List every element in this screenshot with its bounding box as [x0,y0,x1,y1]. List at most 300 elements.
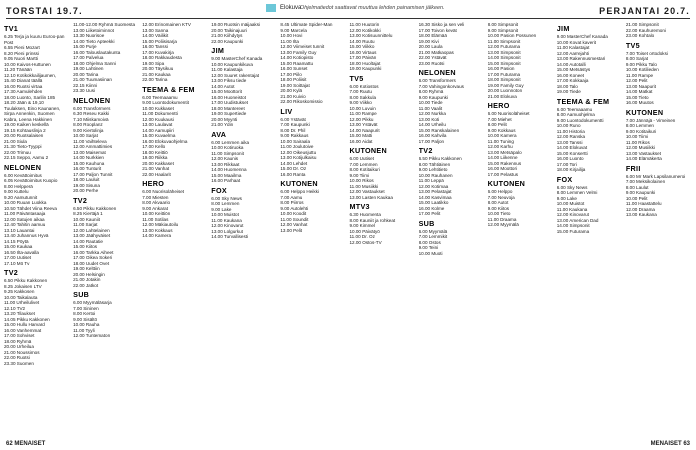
program-entry: 14.00 Turvallisesti [211,234,249,239]
program-entry: 19.00 Lahtinen [73,66,104,71]
program-entry: 22.00 Tarina [142,77,168,82]
program-entry: 13.00 Koti [418,116,440,122]
program-entry: 14.00 Nurkkien [73,155,104,160]
channel-heading: NELONEN [418,68,456,77]
program-entry: 13.00 Jäähyväiset [73,233,111,238]
program-entry: 11.00 Päiväntasaaja [4,211,46,216]
program-entry: 11.00 Dokumentti [142,111,178,116]
program-entry: 17.00 Sohviset [4,333,35,338]
listing-column [626,22,692,432]
program-entry: 8.00 Ostos [418,239,441,245]
program-entry: 11.00 Rikos [625,139,650,145]
program-entry: 9.00 Ankarat [142,205,168,211]
program-entry: 6.50 Pikku Kakkonen [4,278,48,283]
program-entry: 7.00 Jännäjä - Vimeinen [625,117,676,123]
program-entry: 8.00 Aamuohjelma [556,112,595,117]
program-entry: 20.00 Täysikuu [142,66,174,71]
program-entry: 11.00 Kalastaja [211,67,243,72]
movie-tag [266,4,301,12]
channel-heading: SUB [73,290,90,299]
program-entry: 6.05 Kevättoimitus Kuopio [4,178,58,183]
program-entry: 8.00 Piirros [280,200,304,205]
program-entry: 20.00 Tarina [73,71,99,77]
program-entry: 13.00 Maisemat [73,149,106,155]
program-entry: 20.00 Helsingin [73,271,105,277]
listing-column [488,22,554,432]
program-entry: 22.00 Trimuu [4,149,31,155]
program-entry: 12.00 Ammattimies [73,144,113,149]
program-entry: 22.00 Jatkot [73,282,99,288]
program-entry: 10.00 Sarjat [73,133,98,138]
program-entry: 14.00 Elokuvat [556,145,588,150]
program-entry: 22.00 Ruotsi [4,355,30,360]
program-entry: 6.00 Lemmen aika [211,139,250,145]
channel-heading: NELONEN [73,95,111,105]
program-entry: 15.00 Maailma [211,172,242,178]
program-entry: 18.00 Poliisit [280,77,307,82]
program-entry: 8.00 Kotitaikuri [349,167,380,172]
program-entry: 19.00 Soittajat [280,82,310,88]
program-entry: 11.00 Urheilulivet [4,300,40,305]
program-entry: 9.00 Luontodokumentit [142,100,189,105]
program-entry: 19.00 Tiede [556,89,581,94]
program-entry: 9.00 Kimmel [349,223,375,228]
program-entry: 10.00 Tiimi [625,134,649,139]
program-entry: 21.00 Jotakin [73,277,101,282]
program-entry: 6.00 Myymäläsarja [73,300,112,305]
program-entry: 21.00 Kaukaa [142,71,171,77]
program-entry: 11.20 Tänään [4,67,32,72]
program-entry: 14.00 Kasvimaa [418,194,452,200]
program-entry: 12.00 Myymälä [487,222,519,227]
program-entry: 23.30 Suomen [4,360,34,366]
program-entry: 13.00 Pelit [280,227,303,233]
program-entry: 11.00 Ilta [280,38,299,44]
program-entry: 16.30 Sisko ja sen veli [418,22,465,27]
program-entry: 10.00 Hovi [280,33,303,38]
program-entry: 17.00 Kello [142,144,166,149]
program-entry: 9.00 MasterChef Kanada [556,34,608,39]
program-entry: 13.00 Simpsonit [487,49,521,55]
program-entry: 19.00 Kelttiin [73,266,100,271]
program-entry: 17.00 Futurama [487,71,521,77]
program-entry: 16.00 Talouslautakunta [73,49,121,55]
program-entry: 10.00 Muistot [211,212,239,217]
program-entry: 14.00 Rautatie [73,238,103,244]
program-entry: 6.00 Ystävät [280,116,306,122]
channel-heading: KUTONEN [625,107,664,117]
program-entry: 11.00 Rampe [349,111,377,116]
program-entry: 17.30 Aamulehden [4,89,43,94]
program-entry: 19.00 Sisuna [73,182,100,188]
program-entry: 10.00 Muistot [556,201,585,206]
program-entry: 12.00 Musiikki [625,145,655,150]
channel-heading: TV1 [4,24,19,33]
program-entry: 14.00 Simpsonit [556,223,590,228]
program-entry: 7.00 Sininen [73,305,99,311]
program-entry: 8.25 Kiertäjä 1 [73,211,103,216]
program-entry: 15.00 Futurama [556,228,590,234]
program-entry: 15.00 Metsästys [556,67,591,72]
program-entry: 15.00 Ranskalainen [418,127,460,133]
channel-heading: TV2 [73,195,88,205]
channel-heading: JIM [211,46,225,55]
program-entry: 11.00 Kalastajat [556,45,590,50]
program-entry: 7.00 Lemmikit [418,234,448,239]
program-entry: 12.10 TV2 [4,305,26,311]
channel-heading: HERO [142,179,165,188]
program-entry: 10.00 Luvuin [349,105,376,111]
program-entry: 19.00 Riikka [142,155,168,160]
program-entry: 14.00 Lehdet [280,160,308,166]
program-entry: 11.00 Draama [487,216,517,222]
program-entry: 12.40 Tahitin aamuu [4,222,46,227]
program-entry: 15.00 Simpsonit [487,60,521,66]
program-entry: 15.00 Kaukaa [4,244,33,249]
program-entry: 12.00 Kotimaa [418,183,449,189]
program-entry: 12.00 Kinovarut [556,212,589,217]
program-entry: 21.00 Elokuva [487,93,517,99]
program-entry: 10.00 Kotilieden [625,67,659,72]
header-divider [6,18,690,19]
program-entry: 16.00 Tunturit [73,166,102,171]
program-entry: 8.00 Sarjat [625,56,649,61]
program-entry: 10.00 Tiede [418,100,443,105]
program-entry: 13.00 Naapurit [625,83,656,89]
program-entry: 18.00 Talo [556,83,578,89]
channel-heading: KUTONEN [487,179,526,188]
program-entry: 12.00 Pikku [349,116,374,122]
program-entry: 12.00 Futurama [487,44,521,49]
program-entry: 20.00 Taikinajuuri [211,27,247,33]
program-entry: 7.00 Neuvoja [487,194,515,200]
program-entry: 13.00 Kaukana [625,212,657,217]
program-entry: 20.00 Myynti [211,116,238,122]
program-entry: 13.00 Liiketoiminnot [73,27,114,33]
program-entry: 15.00 Kuvaelma [142,133,176,138]
program-entry: 7.00 Ruutu [349,89,372,94]
program-entry: 11.00 Leppä [418,178,444,183]
program-entry: 6.00 Helppo Heikki [280,189,319,194]
program-entry: 11.00 Historia [556,128,585,134]
program-entry: 10.00 Kovat kaverit [556,39,597,45]
program-entry: 9.00 Teini [418,245,439,250]
program-entry: 10.00 Koodit [280,211,307,216]
program-entry: 10.50 Tähdet Viina Reeva [4,205,57,211]
program-entry: 15.00 Moottorit [211,89,242,94]
program-entry: 9.20 Aamutunnit [4,194,38,200]
program-entry: 10.00 Kamera [487,133,517,138]
program-entry: 19.00 Kivi [418,38,439,44]
program-entry: 13.30 Nuorisoe [73,33,105,38]
program-entry: 14.05 Pikku Kakkonen [4,316,50,322]
program-entry: 13.20 Tilaukset [4,311,35,316]
program-entry: 8.00 Lemmen [211,201,240,206]
program-entry: 13.40 Juhannus Hyvä [4,233,49,238]
program-entry: 14.00 Autotalli [556,61,586,67]
program-entry: 16.00 Moottori [487,166,518,171]
program-entry: 18.00 Elämää [418,33,447,38]
program-entry: 12.00 Vastaukset [349,189,385,194]
program-entry: 12.00 Suuret rakentajat [211,72,260,78]
program-entry: 10.00 Pasion Possunen [487,33,537,38]
channel-heading: LIV [280,106,293,116]
program-entry: 8.00 Dr. Phil [280,127,306,133]
program-entry: 10.00 Taikalauta [4,294,38,300]
program-entry: 15.00 Dr. Oz [280,166,307,171]
listing-column [419,22,485,432]
program-entry: 11.00 Sotilas [142,216,169,222]
program-entry: 14.00 Elämäkerta [625,156,662,161]
channel-heading: SUB [418,218,435,228]
program-entry: 15.00 Tieto [625,94,649,100]
listing-column [142,22,208,432]
program-entry: 12.00 Erinomainen KTV [142,22,191,27]
program-entry: 17.10 Mö Tv [4,260,30,266]
program-entry: 20.00 Ruotsalaisen [4,133,44,138]
program-entry: 16.00 Ranta [280,171,306,177]
program-entry: 15.00 Matti [349,133,373,138]
channel-heading: FOX [556,174,573,184]
footer-bar [0,436,696,450]
program-entry: 10.00 Rauhanen [418,172,453,178]
program-entry: 6.50 Pikku Kakkonen [418,156,462,161]
program-entry: 12.00 Nurkka [418,111,446,116]
program-entry: 13.00 American Dad [556,217,599,223]
program-entry: 17.00 Oikea Sokeri [73,255,113,260]
program-entry: 9.00 Marcela [280,27,307,33]
program-entry: 19.00 Kaiken keskellä [4,122,49,127]
disclaimer: Ohjelmatiedot saattavat muuttua lehden painamisen jälkeen. [300,5,445,11]
channel-heading: NELONEN [4,162,42,172]
program-entry: 9.00 Sisältö [73,316,98,322]
program-entry: 14.00 Simpsonit [487,55,521,60]
program-entry: Kabra, Leena Hakkinen [4,116,53,122]
program-entry: 17.00 Kuvakirja [142,49,174,55]
program-entry: 12.00 Kaunis [211,156,239,161]
program-entry: 11.00 Kaukana [556,206,588,212]
program-entry: 16.00 Parhaat [211,178,241,183]
program-entry: 10.00 Runo [556,123,581,128]
program-entry: 14.00 Matkat [625,89,653,94]
channel-heading: KUTONEN [349,146,387,155]
program-entry: 11.00 Vaihteleva [73,138,107,144]
program-entry: 14.00 Naapurit [349,127,380,133]
program-entry: 14.00 Kamera [142,233,172,238]
program-entry: 11.00 Musiikki [349,183,379,189]
program-entry: 19.00 Supertiede [211,111,247,116]
program-entry: 11.00 Haastattelu [625,201,662,206]
listing-column [211,22,277,432]
program-entry: 17.00 Tori [556,161,577,167]
program-entry: 8.00 Lemmen Velmi [556,190,598,195]
movie-tag-label: Elokuva [280,5,302,11]
program-entry: 12.00 Mäkiautoilu [142,222,179,227]
program-entry: 16.50 Ilta-aavalla [4,249,39,255]
program-entry: 6.00 Nuorisoläheiset [142,189,185,194]
program-entry: 23.30 Uusi [73,88,96,93]
program-entry: 13.00 Metsäpalo [487,149,522,155]
program-entry: 22.15 Kiinni [73,82,98,88]
program-entry: 8.00 Autot [487,200,509,205]
header-bar [0,0,696,22]
program-entry: 18.00 Huoltajat [349,60,381,66]
program-entry: 12.00 Draama [625,206,655,212]
program-entry: 11.00 Joulutoive [280,144,314,149]
program-entry: 13.00 Lasten Kaukaa [349,194,393,200]
program-entry: 9.00 MasterChef Kanada [211,56,263,61]
channel-heading: AVA [211,129,227,139]
program-entry: 8.00 Rooplanz [73,122,103,127]
program-entry: 13.00 Lolgurkut [211,228,243,234]
program-entry: 13.00 Ystävät [349,122,378,127]
program-entry: 10.00 Rikos [349,178,374,183]
listing-column [73,22,139,432]
program-entry: 18.00 Mantereet [211,105,245,111]
program-entry: 6.30 Huomenta [349,212,381,217]
program-entry: 8.45 Ultimate Spider-Man [280,22,333,27]
program-entry: 20.00 Laula [418,44,443,49]
channel-heading: TEEMA & FEM [142,84,195,94]
program-entry: 9.00 Luontodokumentti [556,117,604,123]
program-entry: 13.00 Kokkaus [142,227,173,233]
program-entry: 6.00 Transformers [418,78,456,83]
channel-heading: KUTONEN [280,179,318,188]
program-entry: 13.00 Kotijulkaisu [280,155,317,160]
program-entry: 6.00 Sky News [556,184,588,190]
date-left: TORSTAI 19.7. [6,6,83,16]
program-entry: 21.00 Matkaopas [418,49,454,55]
program-entry: 8.00 Pelit [487,122,507,127]
program-entry: 22.15 Seppo, Aamu 2 [4,155,49,160]
program-entry: 22.00 Kaupunki [211,38,244,44]
program-entry: Sirpa Annenkin, Suomen [4,111,55,116]
program-entry: 16.00 Elokuvaohjelma [142,138,188,144]
program-entry: 9.00 Viikko [349,100,372,105]
program-entry: 21.00 Kiihdytys [211,33,243,38]
program-entry: 13.10 Lauantai [4,227,35,233]
program-entry: 13.00 Pelastajat [418,189,452,194]
program-entry: 6.00 Teemaaamu [556,106,593,112]
program-entry: 16.00 Huoneistot [211,94,247,100]
program-entry: 14.00 Liikenne [487,155,518,160]
program-entry: 16.00 Sunset [280,66,308,71]
program-entry: 15.00 Laatikko [418,200,449,205]
program-entry: 18.00 Uudet Ovet [73,260,110,266]
listing-column [4,22,70,432]
program-entry: 18.00 Kirjailija [556,167,586,172]
program-entry: 16.00 Ruotsi virtaa [4,83,43,89]
program-entry: 18.00 Lauluit [73,177,100,182]
program-entry: 21.00 Vanhat [142,166,170,171]
program-entry: 7.00 Meksikolainen [625,179,666,184]
program-entry: 12.00 Oikeusjuttu [280,149,317,155]
program-entry: 6.30 Reseu Kakki [73,111,110,116]
program-entry: 14.00 Aamupiiri [142,127,174,133]
program-entry: 13.00 Sanna [142,27,169,33]
program-entry: 18.00 Keittiö [142,149,168,155]
program-entry: 15.00 Viikko [349,44,375,49]
program-entry: 6.00 Helppo [487,189,513,194]
program-entry: 9.00 Simpsonit [487,27,519,33]
program-entry: 17.00 Paljon Tunnit [73,171,113,177]
program-entry: 11.00 Dr. Oz [349,234,375,239]
program-entry: 19.00 Ruotsin mäijaaksi [211,22,261,27]
listing-columns [4,22,692,432]
program-entry: 13.00 Kotisuunnittelu [349,33,393,38]
channel-heading: TEEMA & FEM [556,96,610,106]
channel-heading: FOX [211,185,227,195]
program-entry: 21.00 Ydin [211,122,234,127]
program-entry: 7.00 Miesten [142,194,169,200]
program-entry: 8.00 Lemmen [625,123,654,128]
program-entry: 12.00 Viimeiset tunnit [280,44,325,49]
program-entry: 14.00 Kotiopisto [280,55,314,60]
page-number-right: MENAISET 63 [650,441,690,447]
program-entry: 15.00 Poliisisarja [142,38,177,44]
program-entry: 8.00 Laulut [625,184,649,190]
program-entry: 21.30 Tieto-Tyyppi [4,144,42,149]
program-entry: 6.25 Terja ja kuuru Euroo-pan Post [4,34,65,45]
program-entry: Tuulaksen, Eino Kaunanen, [4,105,61,111]
program-entry: 21.00 Simpsonit [625,22,659,27]
program-entry: 12.00 Kotikokki [349,27,381,33]
program-entry: 12.00 Kinovarut [211,223,244,228]
program-entry: 10.00 Pelit [625,195,648,201]
program-entry: 15.00 Konsertti [556,150,588,156]
program-entry: 10.00 Ruuan Luokka [4,200,47,205]
program-entry: 20.00 Urheilua [4,344,34,349]
program-entry: 6.00 Kevättoimitus [4,172,42,178]
program-entry: 11.00 Sarjat [73,222,98,227]
program-entry: 8.00 Ryhmä [418,89,444,94]
program-entry: 12.10 Kotikokkailijaumen, [4,72,57,78]
program-entry: 16.00 Kolme [418,205,445,211]
program-entry: 21.00 Noussimos [4,349,40,355]
program-entry: 10.00 Päivätyö [349,228,380,234]
program-entry: 17.00 Palvelua [73,55,104,60]
program-entry: 19.00 Sipa [142,60,165,66]
program-entry: 17.00 Paljon [418,138,445,144]
program-entry: 8.00 Akvaario [142,200,171,205]
program-entry: 8.00 Tähtiäinen [418,161,451,167]
program-entry: 7.00 Lemmen [349,161,378,167]
program-entry: 12.00 Lahtelainen [73,227,110,233]
program-entry: 12.00 Vanhat [280,222,308,227]
program-entry: 11.00 Huutorin [349,22,380,27]
channel-heading: TV2 [418,146,433,155]
program-entry: 11.00 Rampe [625,72,654,78]
program-entry: 7.00 Kaupunki [280,122,310,127]
program-entry: 10.00 Sairaala [280,138,311,144]
listing-column [349,22,415,432]
program-entry: 7.00 Aamu [280,194,303,200]
program-entry: 15.40 Dianat täällä [4,78,43,83]
program-entry: 6.00 Teemaaamu [142,94,178,100]
program-entry: 7.00 Toiset ortodoksi [625,50,668,56]
program-entry: 12.00 Aarrejahti [556,50,589,56]
program-entry: 9.00 Kiertolinja [73,127,104,133]
program-entry: 12.00 Satujen aikaa [4,216,45,222]
program-entry: 9.00 Kaupunki [625,190,656,195]
date-right: PERJANTAI 20.7. [599,6,690,16]
program-entry: 7.00 Miehet [487,116,512,122]
program-entry: 20.00 Kylä [280,88,303,93]
program-entry: 14.00 Huomenna [211,167,247,172]
program-entry: 20.00 Kakkaset [142,160,174,166]
program-entry: 22.00 Kauhuremoni [625,27,666,33]
program-entry: 10.00 Kaupunkikuva [211,61,253,67]
